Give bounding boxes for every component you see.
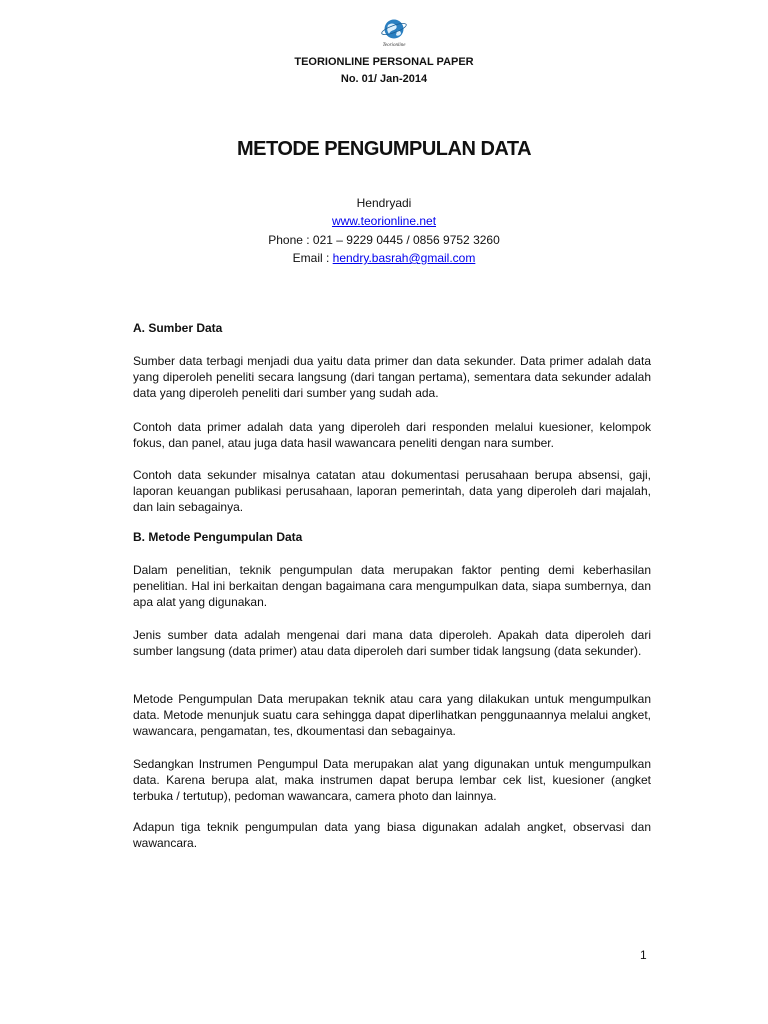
logo-caption: Teorionline [382,43,406,48]
page-number: 1 [640,948,647,962]
header-paper-title: TEORIONLINE PERSONAL PAPER [294,56,474,68]
section-a-paragraph-3: Contoh data sekunder misalnya catatan atau dokumentasi perusahaan berupa absensi, gaji, laporan keuangan publikasi perusahaan, laporan pemerintah, data yang diperoleh dari majalah, dan lain sebagainya. [133,468,651,514]
author-phone: Phone : 021 – 9229 0445 / 0856 9752 3260 [268,233,500,247]
header-paper-number: No. 01/ Jan-2014 [340,73,428,85]
section-b-paragraph-2: Jenis sumber data adalah mengenai dari mana data diperoleh. Apakah data diperoleh dari sumber langsung (data primer) atau data diperoleh dari sumber tidak langsung (data sekunder). [133,628,651,658]
section-b-paragraph-4: Sedangkan Instrumen Pengumpul Data merupakan alat yang digunakan untuk mengumpulkan data. Karena berupa alat, maka instrumen dapat berupa lembar cek list, kuesioner (angket terbuka / tertutup), pedoman wawancara, camera photo dan lainnya. [133,757,651,803]
section-a-heading: A. Sumber Data [133,321,223,335]
globe-icon [374,18,414,44]
section-b-paragraph-1: Dalam penelitian, teknik pengumpulan data merupakan faktor penting demi keberhasilan penelitian. Hal ini berkaitan dengan bagaimana cara mengumpulkan data, siapa sumbernya, dan apa alat yang digunakan. [133,563,651,609]
website-link[interactable]: www.teorionline.net [331,214,437,228]
teorionline-logo [374,18,414,52]
section-b-paragraph-3: Metode Pengumpulan Data merupakan teknik atau cara yang dilakukan untuk mengumpulkan data. Metode menunjuk suatu cara sehingga dapat diperlihatkan penggunaannya melalui angket, wawancara, pengamatan, tes, dkoumentasi dan sebagainya. [133,692,651,738]
author-website-row [0,214,768,228]
section-a-paragraph-1: Sumber data terbagi menjadi dua yaitu data primer dan data sekunder. Data primer adalah data yang diperoleh peneliti secara langsung (dari tangan pertama), sementara data sekunder adalah data yang diperoleh peneliti dari sumber yang sudah ada. [133,354,651,400]
section-b-heading: B. Metode Pengumpulan Data [133,530,303,544]
email-label: Email : [292,251,333,265]
section-a-paragraph-2: Contoh data primer adalah data yang diperoleh dari responden melalui kuesioner, kelompok fokus, dan panel, atau juga data hasil wawancara peneliti dengan nara sumber. [133,420,651,450]
author-name: Hendryadi [356,196,412,210]
document-title: METODE PENGUMPULAN DATA [236,138,532,160]
author-email-row [0,251,768,265]
email-link[interactable]: hendry.basrah@gmail.com [332,251,476,265]
section-b-paragraph-5: Adapun tiga teknik pengumpulan data yang biasa digunakan adalah angket, observasi dan wawancara. [133,820,651,850]
